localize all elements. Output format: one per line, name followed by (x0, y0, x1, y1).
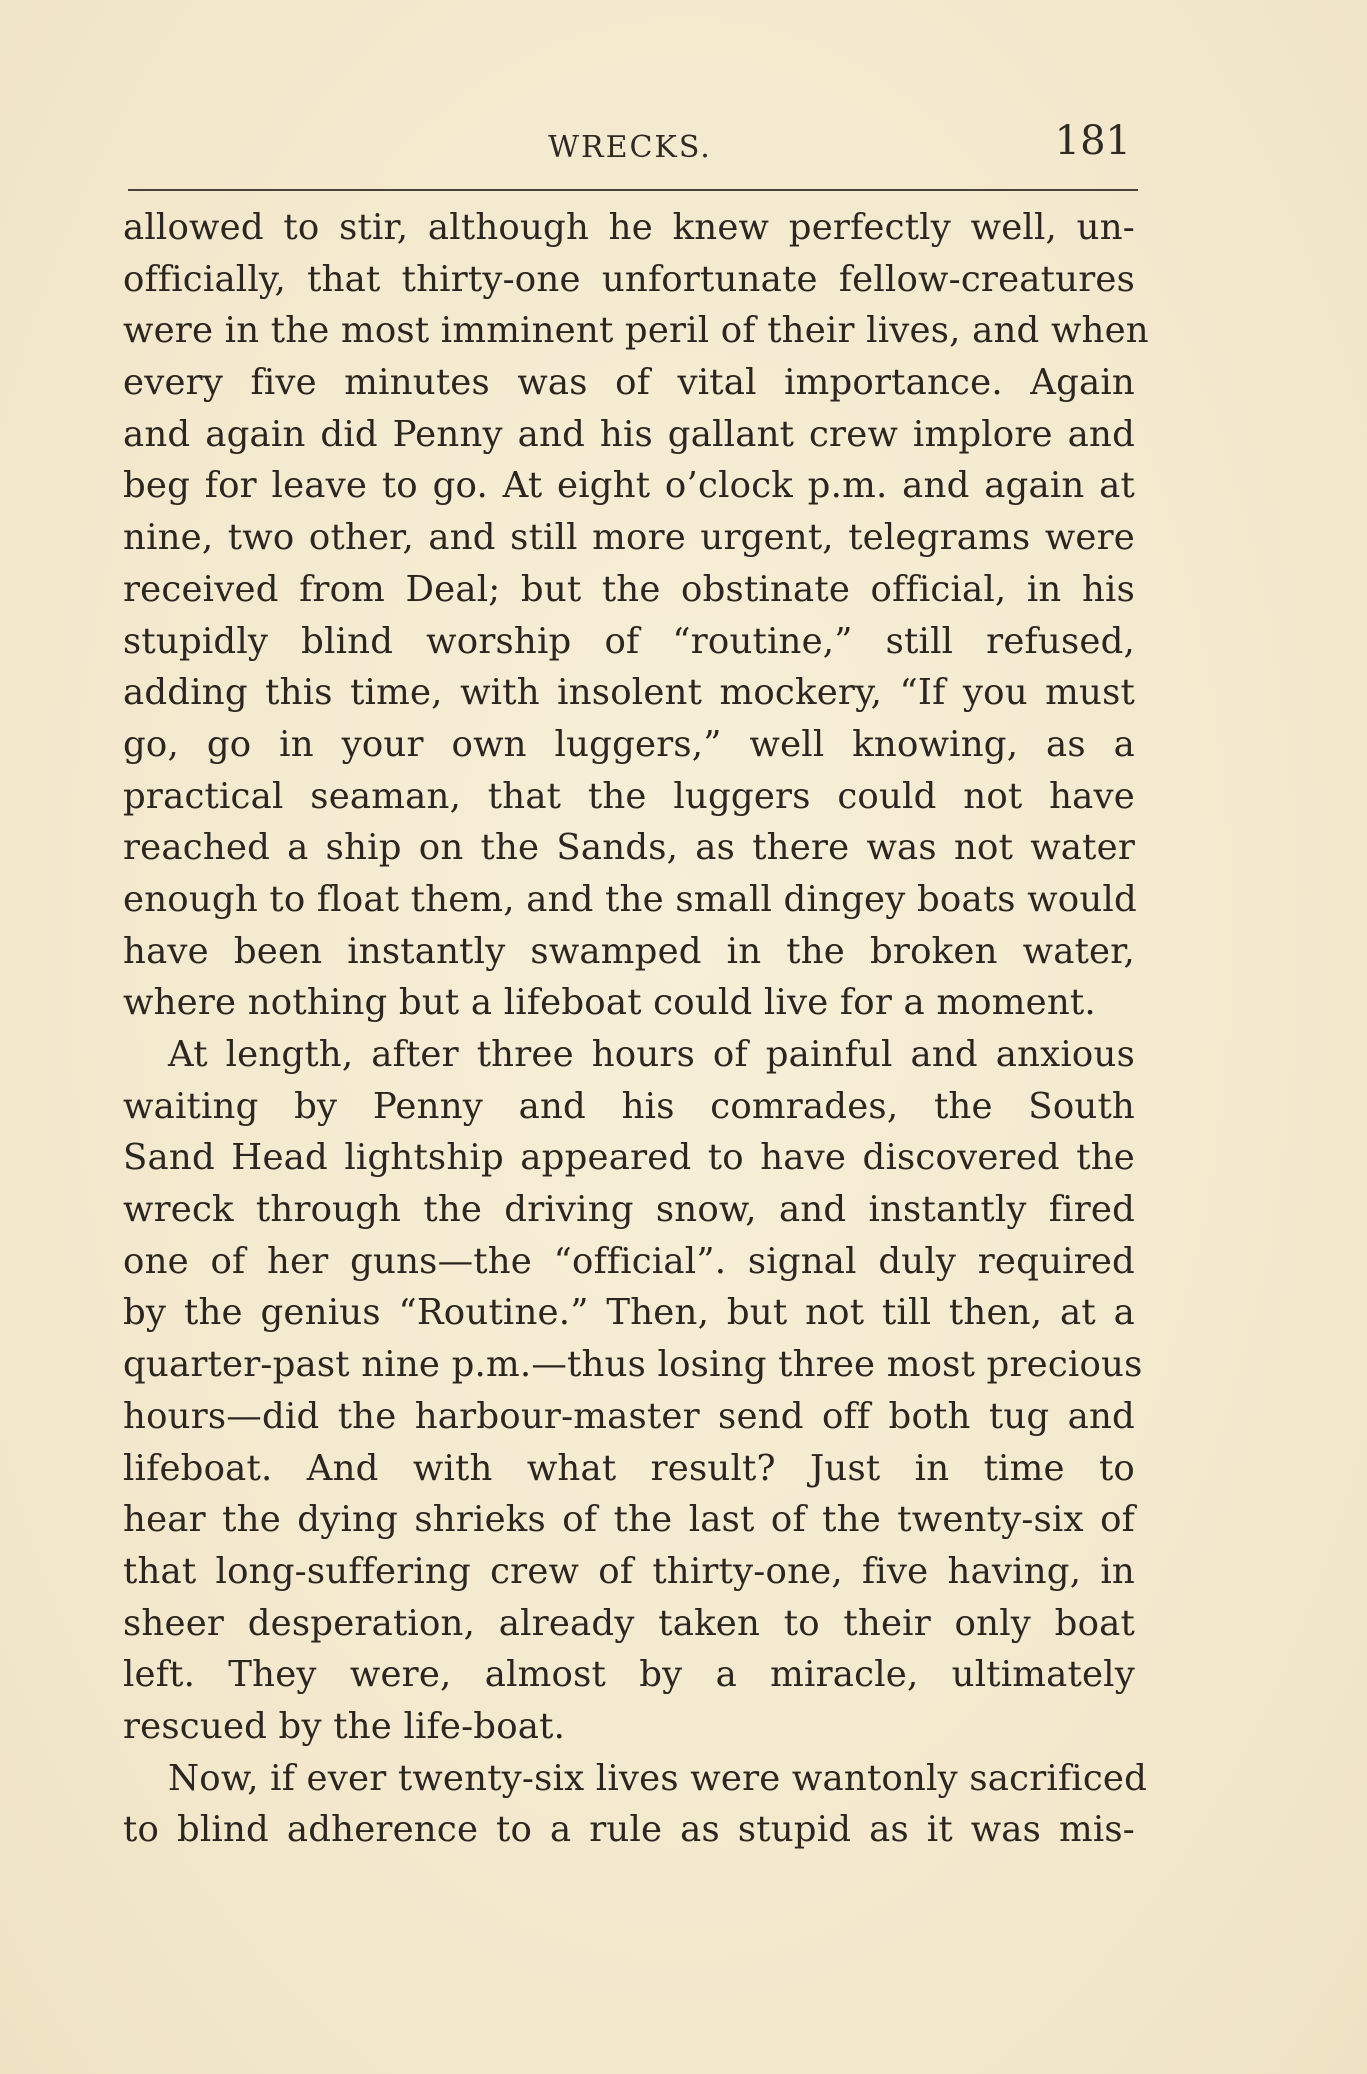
text-line: and again did Penny and his gallant crew implore and (123, 413, 1135, 455)
text-line: were in the most imminent peril of their lives, and when (123, 310, 1149, 352)
running-head (125, 118, 1135, 178)
text-line: At length, after three hours of painful and anxious (168, 1034, 1135, 1075)
text-line: quarter-past nine p.m.—thus losing three most precious (123, 1344, 1143, 1386)
text-line: allowed to stir, although he knew perfectly well, un- (123, 207, 1135, 248)
text-line: by the genius “Routine.” Then, but not till then, at a (123, 1292, 1135, 1334)
text-line: where nothing but a lifeboat could live for a moment. (123, 982, 1096, 1024)
text-line: waiting by Penny and his comrades, the South (123, 1085, 1135, 1127)
text-line: to blind adherence to a rule as stupid as it was mis- (123, 1809, 1135, 1851)
text-line: that long-suffering crew of thirty-one, five having, in (123, 1550, 1135, 1592)
text-line: left. They were, almost by a miracle, ultimately (123, 1654, 1135, 1696)
header-rule (128, 189, 1138, 191)
text-line: adding this time, with insolent mockery, “If you must (123, 672, 1135, 714)
text-line: hear the dying shrieks of the last of the twenty-six of (123, 1499, 1135, 1541)
text-line: received from Deal; but the obstinate official, in his (123, 568, 1135, 610)
text-line: Now, if ever twenty-six lives were wantonly sacrificed (168, 1757, 1148, 1799)
text-line: one of her guns—the “official”. signal duly required (123, 1240, 1135, 1282)
text-line: reached a ship on the Sands, as there was not water (123, 827, 1135, 869)
text-line: officially, that thirty-one unfortunate fellow-creatures (123, 258, 1135, 300)
text-line: stupidly blind worship of “routine,” still refused, (123, 620, 1135, 662)
text-line: Sand Head lightship appeared to have discovered the (123, 1137, 1135, 1179)
text-line: nine, two other, and still more urgent, telegrams were (123, 517, 1135, 559)
text-line: every five minutes was of vital importance. Again (123, 362, 1135, 404)
text-line: sheer desperation, already taken to their only boat (123, 1602, 1135, 1644)
text-line: enough to float them, and the small dingey boats would (123, 878, 1137, 920)
text-line: rescued by the life-boat. (123, 1705, 566, 1747)
running-title: WRECKS. (548, 130, 712, 165)
text-line: practical seaman, that the luggers could not have (123, 775, 1135, 817)
text-line: wreck through the driving snow, and instantly fired (123, 1189, 1135, 1231)
text-line: lifeboat. And with what result? Just in time to (123, 1447, 1135, 1489)
page-number: 181 (1054, 118, 1131, 164)
text-line: hours—did the harbour-master send off both tug and (123, 1395, 1135, 1437)
text-line: go, go in your own luggers,” well knowing, as a (123, 723, 1135, 765)
text-line: have been instantly swamped in the broken water, (123, 930, 1135, 972)
body-text (123, 202, 1149, 1856)
text-line: beg for leave to go. At eight o’clock p.m. and again at (123, 465, 1135, 507)
